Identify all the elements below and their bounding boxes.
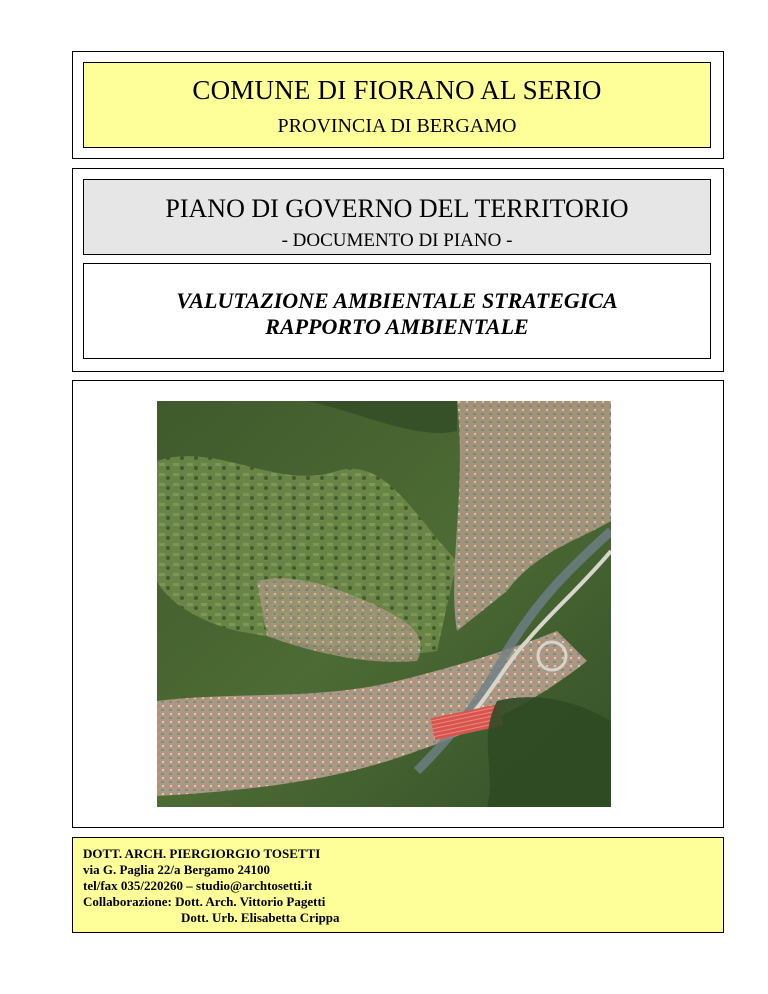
forest-southeast: [487, 697, 611, 807]
plan-title: PIANO DI GOVERNO DEL TERRITORIO: [165, 194, 629, 223]
collaborator-1: Collaborazione: Dott. Arch. Vittorio Pagetti: [83, 894, 326, 909]
author-name: DOTT. ARCH. PIERGIORGIO TOSETTI: [83, 846, 321, 861]
plan-subtitle: - DOCUMENTO DI PIANO -: [281, 230, 513, 251]
author-address: via G. Paglia 22/a Bergamo 24100: [83, 862, 271, 877]
vas-panel: [83, 263, 711, 359]
plan-title-panel: [83, 179, 711, 255]
author-contact: tel/fax 035/220260 – studio@archtosetti.it: [83, 878, 313, 893]
vas-subtitle: RAPPORTO AMBIENTALE: [265, 314, 529, 339]
province-subtitle: PROVINCIA DI BERGAMO: [277, 115, 517, 137]
plan-frame: [72, 168, 724, 372]
author-panel: [72, 837, 724, 933]
municipality-title: COMUNE DI FIORANO AL SERIO: [192, 75, 602, 105]
header-panel: [83, 62, 711, 148]
vas-title: VALUTAZIONE AMBIENTALE STRATEGICA: [176, 288, 618, 313]
aerial-photo: [157, 401, 611, 807]
header-frame: [72, 51, 724, 159]
collaborator-2: Dott. Urb. Elisabetta Crippa: [181, 910, 340, 925]
image-frame: [72, 380, 724, 828]
